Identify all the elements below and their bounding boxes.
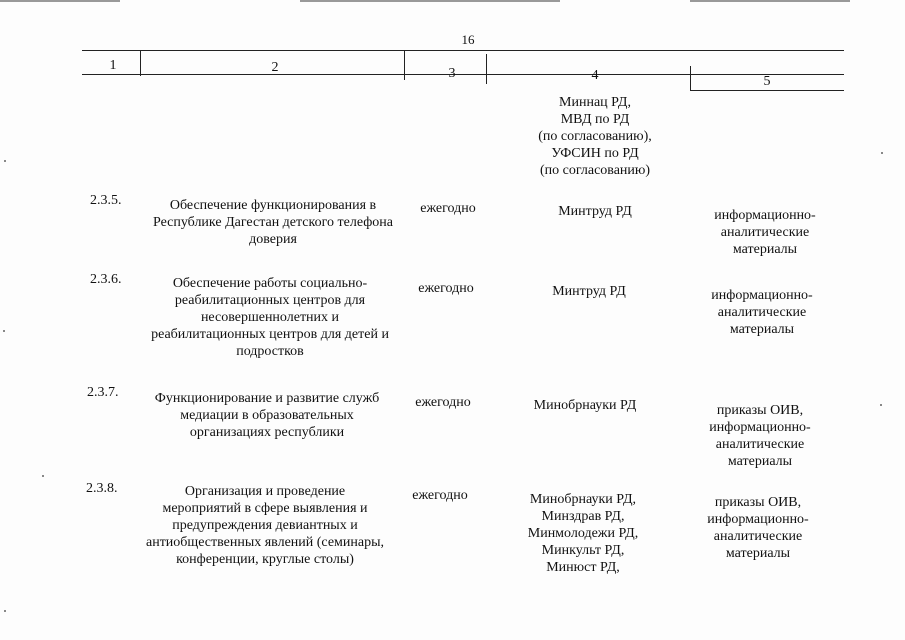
row-number: 2.3.6. [90, 272, 122, 287]
scan-edge-top [690, 0, 850, 2]
row-period: ежегодно [412, 488, 468, 503]
scan-speck [4, 610, 6, 612]
description-line: медиации в образовательных [180, 408, 354, 423]
description-line: Республике Дагестан детского телефона [152, 215, 393, 230]
row-period: ежегодно [415, 395, 471, 410]
result-line: материалы [727, 454, 793, 469]
executor-line: Минмолодежи РД, [527, 526, 639, 541]
row-executors [488, 491, 678, 576]
header-bottom-rule-right [690, 90, 844, 91]
page-number: 16 [461, 32, 475, 47]
header-divider-3 [486, 54, 487, 84]
column-header-5: 5 [763, 74, 771, 89]
scan-speck [3, 330, 5, 332]
executor-line: Минобрнауки РД [533, 398, 637, 413]
result-line: материалы [732, 242, 798, 257]
header-top-rule [82, 50, 844, 51]
header-divider-2 [404, 50, 405, 80]
result-line: информационно- [707, 512, 809, 527]
description-line: мероприятий в сфере выявления и [162, 501, 368, 516]
executor-line: (по согласованию) [539, 163, 651, 178]
result-line: информационно- [709, 420, 811, 435]
row-period: ежегодно [420, 201, 476, 216]
scan-speck [880, 404, 882, 406]
row-result [690, 402, 830, 470]
result-line: материалы [729, 322, 795, 337]
executor-line: Минтруд РД [552, 284, 626, 299]
description-line: Функционирование и развитие служб [154, 391, 380, 406]
result-line: приказы ОИВ, [716, 403, 804, 418]
executor-line: Минтруд РД [558, 204, 632, 219]
description-line: организациях республики [189, 425, 345, 440]
description-line: Организация и проведение [184, 484, 346, 499]
description-line: антиобщественных явлений (семинары, [145, 535, 384, 550]
description-line: несовершеннолетних и [200, 310, 340, 325]
description-line: Обеспечение работы социально- [172, 276, 368, 291]
result-line: информационно- [714, 208, 816, 223]
row-description [138, 197, 408, 248]
row-description [135, 275, 405, 360]
column-header-1: 1 [109, 58, 117, 73]
executor-line: УФСИН по РД [551, 146, 639, 161]
row-number: 2.3.7. [87, 385, 119, 400]
description-line: реабилитационных центров для детей и [151, 327, 389, 342]
row-executors [500, 203, 690, 220]
executor-line: МВД по РД [560, 112, 630, 127]
row-number: 2.3.5. [90, 193, 122, 208]
scan-speck [42, 475, 44, 477]
description-line: Обеспечение функционирования в [169, 198, 377, 213]
executor-line: Минобрнауки РД, [529, 492, 637, 507]
row-executors [490, 397, 680, 414]
executor-line: Минздрав РД, [541, 509, 625, 524]
result-line: приказы ОИВ, [714, 495, 802, 510]
scan-edge-top [300, 0, 560, 2]
result-line: аналитические [717, 305, 807, 320]
executor-line: Минкульт РД, [541, 543, 625, 558]
header-divider-4 [690, 66, 691, 90]
column-header-4: 4 [591, 68, 599, 83]
row-result [692, 287, 832, 338]
header-divider-1 [140, 50, 141, 76]
continuation-executors [500, 94, 690, 179]
result-line: аналитические [720, 225, 810, 240]
description-line: реабилитационных центров для [174, 293, 366, 308]
scan-speck [881, 152, 883, 154]
row-result [688, 494, 828, 562]
row-description [130, 483, 400, 568]
row-executors [494, 283, 684, 300]
result-line: информационно- [711, 288, 813, 303]
result-line: материалы [725, 546, 791, 561]
executor-line: Минюст РД, [546, 560, 620, 575]
description-line: предупреждения девиантных и [172, 518, 358, 533]
scan-edge-top [0, 0, 120, 2]
column-header-3: 3 [448, 66, 456, 81]
description-line: доверия [249, 232, 297, 247]
row-period: ежегодно [418, 281, 474, 296]
result-line: аналитические [715, 437, 805, 452]
executor-line: (по согласованию), [538, 129, 652, 144]
executor-line: Миннац РД, [559, 95, 631, 110]
result-line: аналитические [713, 529, 803, 544]
description-line: подростков [236, 344, 304, 359]
row-number: 2.3.8. [86, 481, 118, 496]
scan-speck [4, 160, 6, 162]
description-line: конференции, круглые столы) [176, 552, 354, 567]
row-result [695, 207, 835, 258]
row-description [132, 390, 402, 441]
column-header-2: 2 [271, 60, 279, 75]
